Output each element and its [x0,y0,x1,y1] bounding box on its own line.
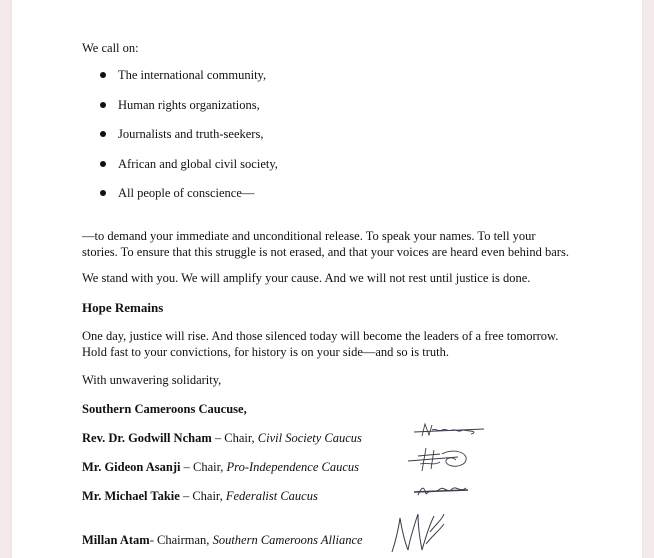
section-heading: Hope Remains [82,300,164,315]
signature-asanji-icon [404,444,476,474]
signatory-line [82,532,363,548]
bullet-text: The international community, [118,68,267,82]
signatory-line [82,430,362,446]
signatory-role: – Chair, [179,489,226,503]
signature-ncham-icon [408,420,490,442]
signature-atam-icon [386,510,456,556]
intro-text: We call on: [82,41,139,55]
bullet-dot-icon [100,102,106,108]
bullet-text: Journalists and truth-seekers, [118,127,264,141]
signatory-name: Mr. Michael Takie [82,489,180,503]
signatory-caucus: Pro-Independence Caucus [226,460,360,474]
signatory-line [82,488,318,504]
organization-name: Southern Cameroons Caucuse, [82,402,247,416]
bullet-dot-icon [100,72,106,78]
signatory-role: - Chairman, [149,533,213,547]
signatory-line [82,459,359,475]
signature-takie-icon [410,480,472,500]
document-page [12,0,642,558]
bullet-text: Human rights organizations, [118,98,260,112]
signatory-role: – Chair, [211,431,258,445]
signatory-role: – Chair, [180,460,227,474]
signatory-name: Rev. Dr. Godwill Ncham [82,431,212,445]
hope-line-2: Hold fast to your convictions, for history is on your side—and so is truth. [82,345,449,359]
closing-text: With unwavering solidarity, [82,373,222,387]
signatory-caucus: Federalist Caucus [225,489,318,503]
hope-line-1: One day, justice will rise. And those silenced today will become the leaders of a free tomorrow. [82,329,559,343]
signatory-name: Mr. Gideon Asanji [82,460,181,474]
bullet-text: All people of conscience— [118,186,255,200]
bullet-dot-icon [100,131,106,137]
demand-line-1: —to demand your immediate and unconditional release. To speak your names. To tell your [82,229,536,243]
signatory-caucus: Southern Cameroons Alliance [212,533,363,547]
bullet-dot-icon [100,161,106,167]
bullet-text: African and global civil society, [118,157,278,171]
signatory-name: Millan Atam [82,533,150,547]
bullet-dot-icon [100,190,106,196]
signatory-caucus: Civil Society Caucus [257,431,362,445]
demand-line-2: stories. To ensure that this struggle is not erased, and that your voices are heard even behind bars. [82,245,569,259]
stand-text: We stand with you. We will amplify your cause. And we will not rest until justice is done. [82,271,531,285]
